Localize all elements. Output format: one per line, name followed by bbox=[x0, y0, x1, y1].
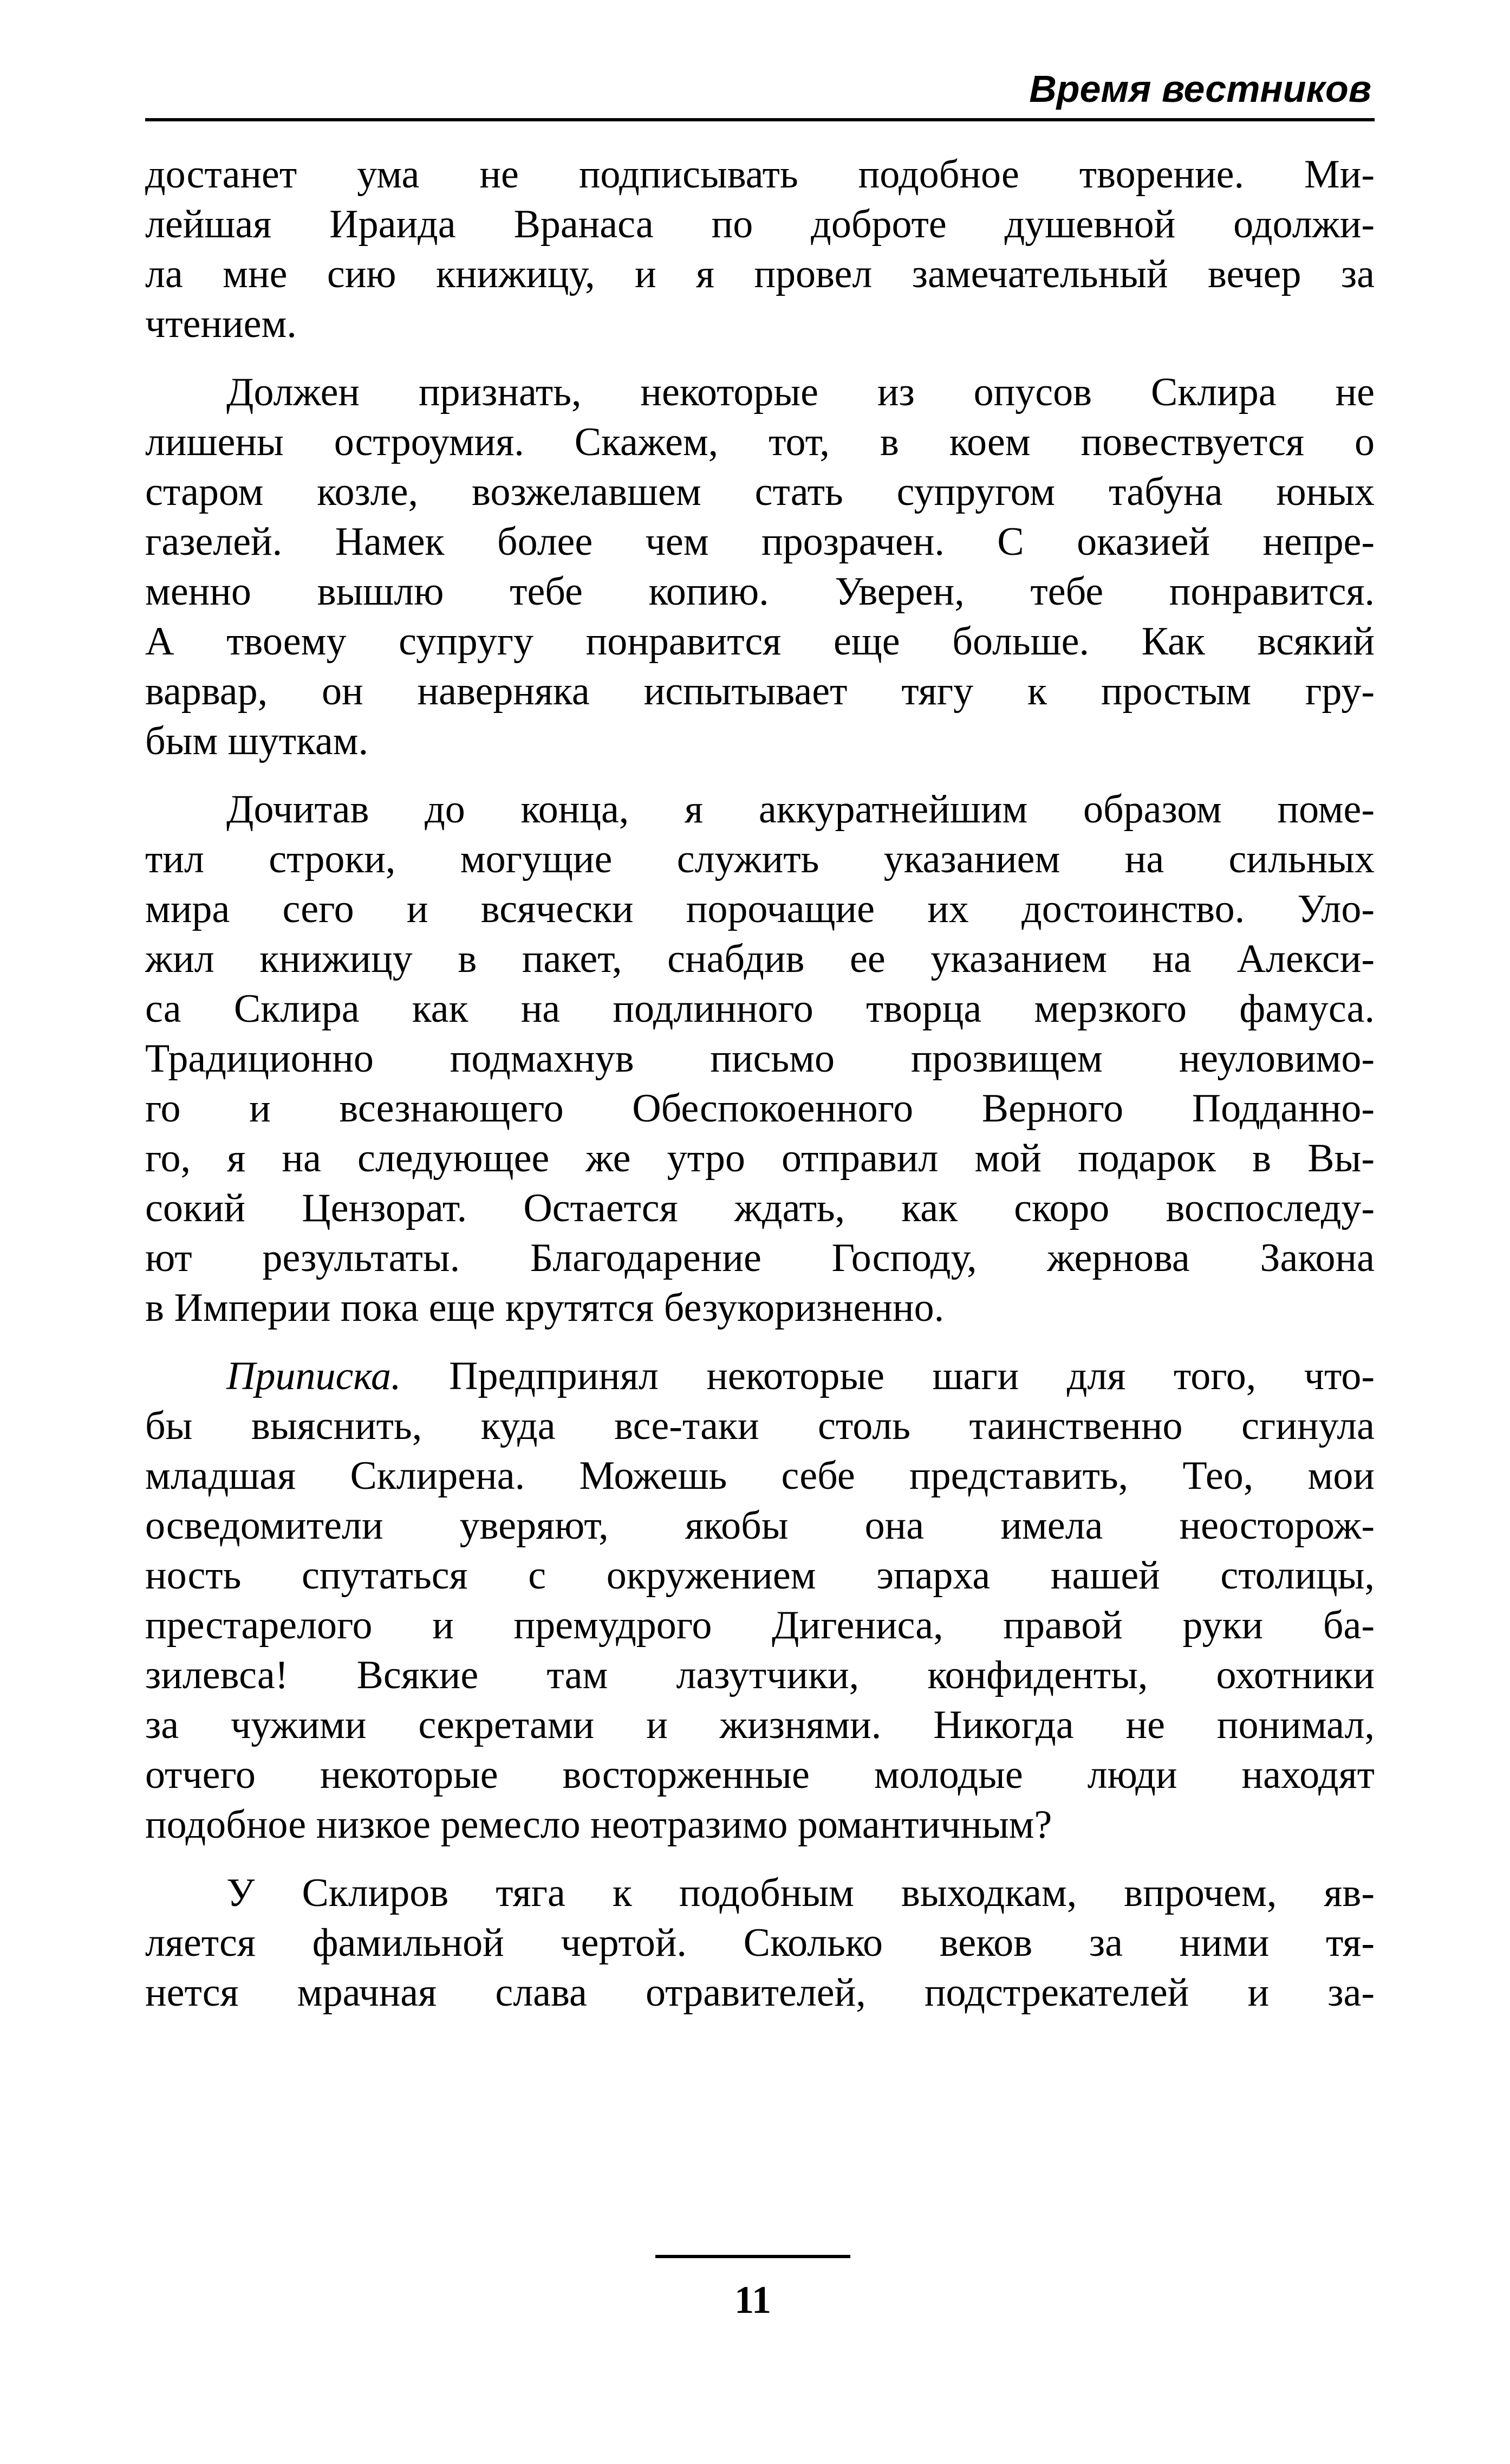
postscript-label: Приписка. bbox=[226, 1354, 401, 1398]
paragraph-2 bbox=[145, 367, 1375, 766]
page-number: 11 bbox=[734, 2278, 772, 2322]
text-line: мира сего и всячески порочащие их достоинство. Уло- bbox=[145, 887, 1375, 931]
paragraph-postscript bbox=[145, 1351, 1375, 1850]
text-line: младшая Склирена. Можешь себе представить, Тео, мои bbox=[145, 1454, 1375, 1498]
paragraph-5 bbox=[145, 1868, 1375, 2018]
text-line: тил строки, могущие служить указанием на сильных bbox=[145, 837, 1375, 881]
text-line: за чужими секретами и жизнями. Никогда не понимал, bbox=[145, 1703, 1375, 1747]
text-line: достанет ума не подписывать подобное творение. Ми- bbox=[145, 152, 1375, 197]
text-line: У Склиров тяга к подобным выходкам, впрочем, яв- bbox=[226, 1871, 1375, 1915]
text-line: отчего некоторые восторженные молодые люди находят bbox=[145, 1753, 1375, 1797]
text-line: бым шуткам. bbox=[145, 719, 369, 763]
text-line: са Склира как на подлинного творца мерзкого фамуса. bbox=[145, 987, 1375, 1031]
text-line: А твоему супругу понравится еще больше. Как всякий bbox=[145, 619, 1375, 664]
text-line: Дочитав до конца, я аккуратнейшим образом поме- bbox=[226, 787, 1375, 832]
text-line: го, я на следующее же утро отправил мой подарок в Вы- bbox=[145, 1136, 1375, 1181]
text-line: Традиционно подмахнув письмо прозвищем неуловимо- bbox=[145, 1036, 1375, 1081]
text-line: лейшая Ираида Вранаса по доброте душевной одолжи- bbox=[145, 202, 1375, 247]
text-line: ют результаты. Благодарение Господу, жернова Закона bbox=[145, 1236, 1375, 1280]
text-line: подобное низкое ремесло неотразимо романтичным? bbox=[145, 1802, 1052, 1847]
text-line: ность спутаться с окружением эпарха нашей столицы, bbox=[145, 1553, 1375, 1598]
text-line: старом козле, возжелавшем стать супругом табуна юных bbox=[145, 470, 1375, 514]
text-line: нется мрачная слава отравителей, подстрекателей и за- bbox=[145, 1970, 1375, 2015]
text-line: сокий Цензорат. Остается ждать, как скоро воспоследу- bbox=[145, 1186, 1375, 1230]
text-line: Должен признать, некоторые из опусов Склира не bbox=[226, 370, 1375, 414]
body-text bbox=[145, 150, 1375, 2036]
text-line: варвар, он наверняка испытывает тягу к простым гру- bbox=[145, 669, 1375, 714]
text-line: в Империи пока еще крутятся безукоризненно. bbox=[145, 1286, 945, 1330]
text-line: лишены остроумия. Скажем, тот, в коем повествуется о bbox=[145, 420, 1375, 464]
postscript-first-line-text: Предпринял некоторые шаги для того, что- bbox=[401, 1354, 1375, 1398]
text-line: го и всезнающего Обеспокоенного Верного Подданно- bbox=[145, 1086, 1375, 1131]
running-title: Время вестников bbox=[1029, 68, 1371, 110]
running-header bbox=[145, 64, 1375, 121]
text-line: зилевса! Всякие там лазутчики, конфиденты, охотники bbox=[145, 1653, 1375, 1697]
paragraph-1 bbox=[145, 150, 1375, 349]
footer-rule bbox=[655, 2255, 850, 2258]
text-line: чтением. bbox=[145, 302, 297, 346]
text-line: менно вышлю тебе копию. Уверен, тебе понравится. bbox=[145, 569, 1375, 614]
text-line: ла мне сию книжицу, и я провел замечательный вечер за bbox=[145, 252, 1375, 296]
text-line: газелей. Намек более чем прозрачен. С оказией непре- bbox=[145, 520, 1375, 564]
text-line: осведомители уверяют, якобы она имела неосторож- bbox=[145, 1503, 1375, 1548]
text-line: бы выяснить, куда все-таки столь таинственно сгинула bbox=[145, 1404, 1375, 1448]
paragraph-3 bbox=[145, 784, 1375, 1333]
text-line: престарелого и премудрого Дигениса, правой руки ба- bbox=[145, 1603, 1375, 1648]
text-line: жил книжицу в пакет, снабдив ее указанием на Алекси- bbox=[145, 937, 1375, 981]
text-line: ляется фамильной чертой. Сколько веков за ними тя- bbox=[145, 1921, 1375, 1965]
text-line bbox=[145, 1351, 1375, 1401]
